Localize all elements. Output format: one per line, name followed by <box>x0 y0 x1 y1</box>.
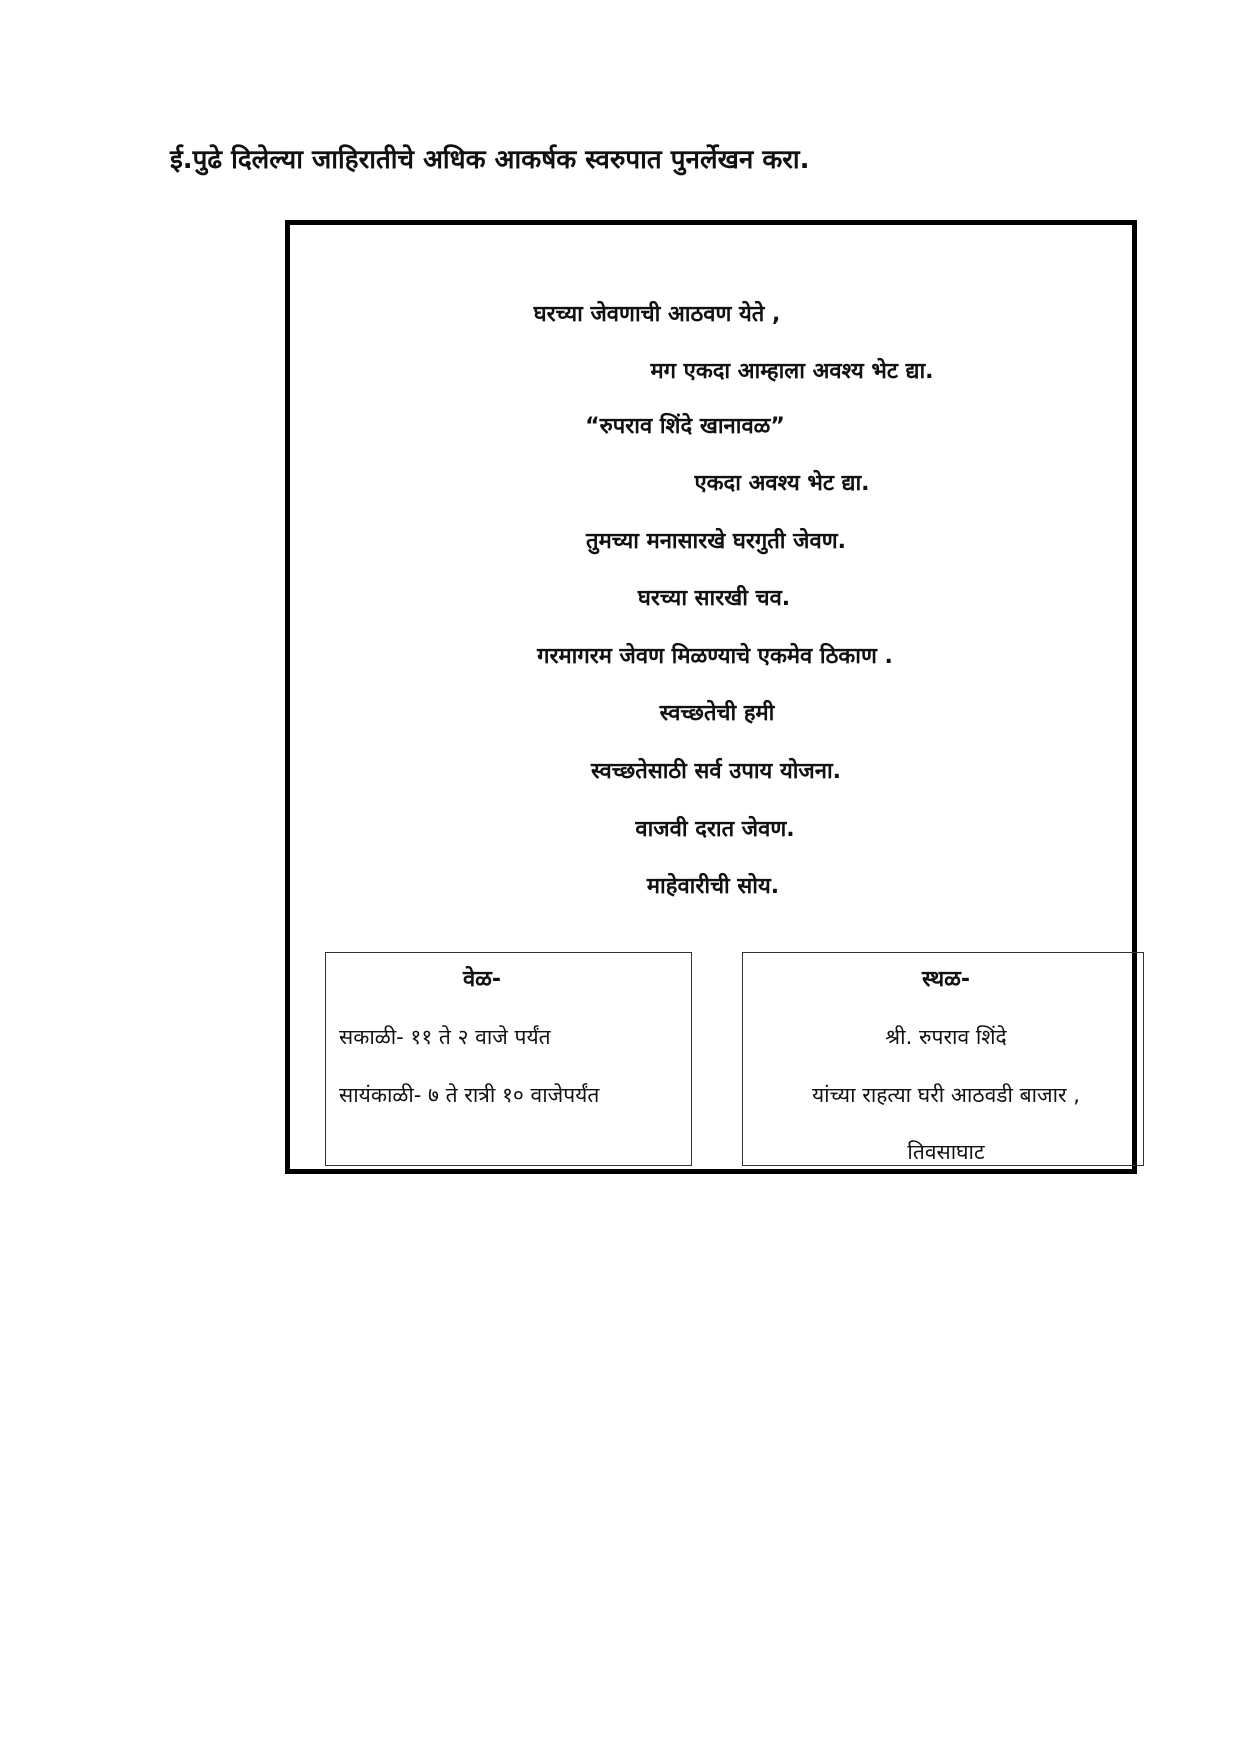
ad-line-1: घरच्या जेवणाची आठवण येते , <box>533 302 781 327</box>
place-heading: स्थळ- <box>921 967 971 992</box>
ad-line-5: तुमच्या मनासारखे घरगुती जेवण. <box>586 529 846 554</box>
owner-name: श्री. रुपराव शिंदे <box>885 1025 1007 1049</box>
town-name: तिवसाघाट <box>907 1140 985 1164</box>
ad-line-2: मग एकदा आम्हाला अवश्य भेट द्या. <box>650 359 934 384</box>
ad-line-11: माहेवारीची सोय. <box>646 874 780 899</box>
ad-line-10: वाजवी दरात जेवण. <box>635 817 795 842</box>
time-heading: वेळ- <box>462 967 502 992</box>
time-box <box>325 952 692 1166</box>
advertisement-box <box>285 220 1137 1174</box>
place-box <box>742 952 1144 1166</box>
ad-line-8: स्वच्छतेची हमी <box>659 701 775 726</box>
ad-line-7: गरमागरम जेवण मिळण्याचे एकमेव ठिकाण . <box>537 644 893 669</box>
ad-line-6: घरच्या सारखी चव. <box>637 586 791 611</box>
ad-line-4: एकदा अवश्य भेट द्या. <box>694 471 870 496</box>
evening-timing: सायंकाळी- ७ ते रात्री १० वाजेपर्यंत <box>339 1083 600 1107</box>
ad-line-9: स्वच्छतेसाठी सर्व उपाय योजना. <box>590 759 842 784</box>
restaurant-name: “रुपराव शिंदे खानावळ” <box>585 414 785 439</box>
address-line: यांच्या राहत्या घरी आठवडी बाजार , <box>812 1083 1080 1107</box>
question-heading: ई.पुढे दिलेल्या जाहिरातीचे अधिक आकर्षक स्वरुपात पुनर्लेखन करा. <box>170 145 810 175</box>
morning-timing: सकाळी- ११ ते २ वाजे पर्यंत <box>339 1025 551 1049</box>
